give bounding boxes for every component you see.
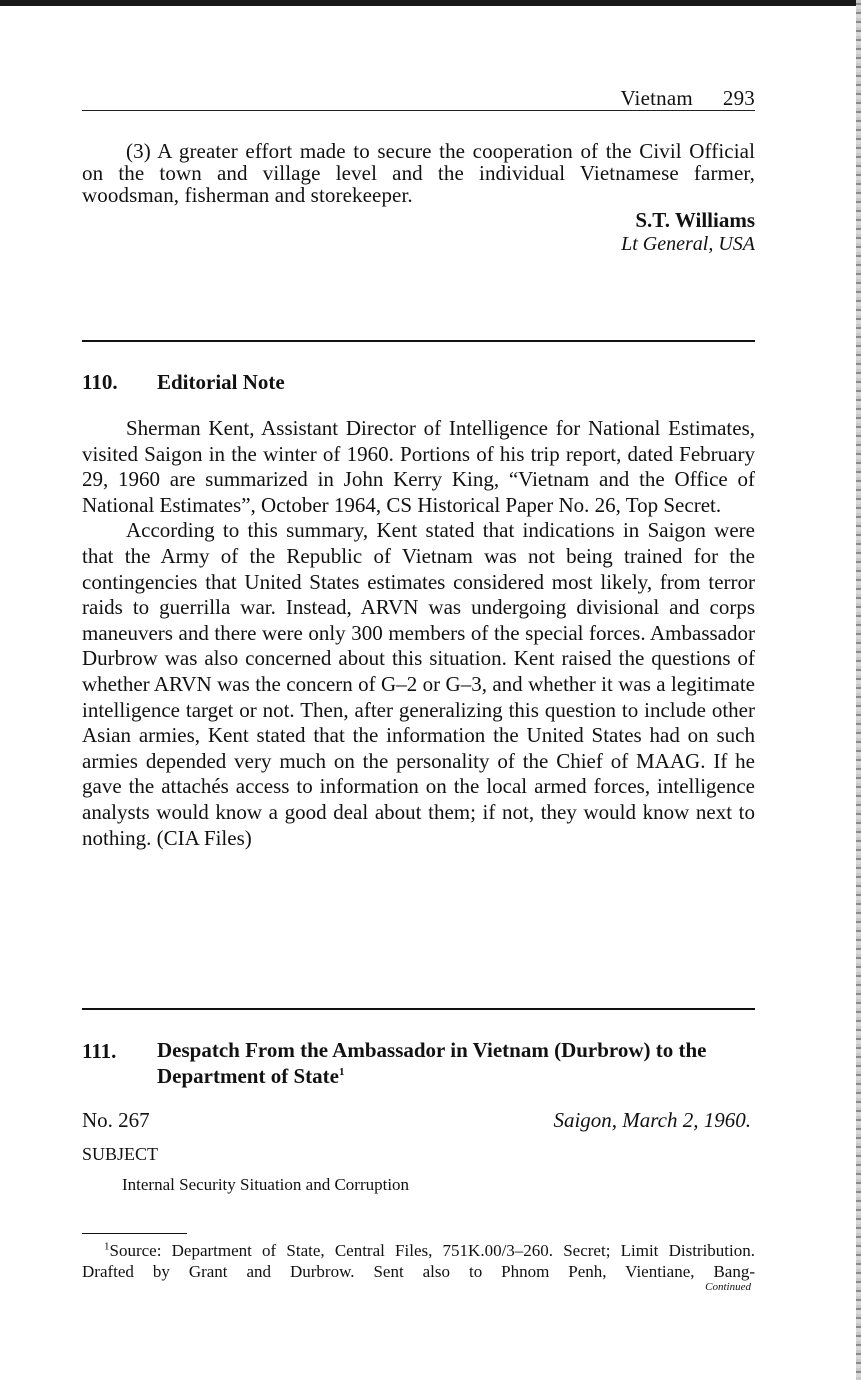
section-divider-111: [82, 1008, 755, 1010]
section-divider-110: [82, 340, 755, 342]
previous-document-paragraph: (3) A greater effort made to secure the cooperation of the Civil Official on the town and village level and the individual Vietnamese farmer, woodsman, fisherman and storekeeper.: [82, 139, 755, 207]
place-and-date: Saigon, March 2, 1960.: [553, 1108, 751, 1132]
scan-top-edge: [0, 0, 861, 6]
running-title: Vietnam: [620, 86, 693, 110]
scan-right-edge: [856, 0, 861, 1380]
footnote-marker: 1: [104, 1240, 110, 1253]
running-header: [620, 86, 755, 111]
section-110-number: 110.: [82, 370, 118, 394]
section-111-title: [157, 1037, 755, 1089]
page-number: 293: [722, 86, 755, 110]
footnote-text: Source: Department of State, Central Files, 751K.00/3–260. Secret; Limit Distribution. Drafted by Grant and Durbrow. Sent also to Phnom Penh, Vientiane, Bang-: [82, 1241, 755, 1281]
section-110-title: Editorial Note: [157, 370, 285, 394]
header-rule: [82, 110, 755, 111]
subject-text: Internal Security Situation and Corruption: [122, 1175, 410, 1194]
signature-title: Lt General, USA: [621, 233, 755, 255]
footnote-rule: [82, 1233, 187, 1234]
footnote: [82, 1240, 755, 1282]
signature-name: S.T. Williams: [635, 208, 755, 232]
editorial-note-paragraph-2: According to this summary, Kent stated that indications in Saigon were that the Army of the Republic of Vietnam was not being trained for the contingencies that United States estimates considered most likely, from terror raids to guerrilla war. Instead, ARVN was undergoing divisional and corps maneuvers and there were only 300 members of the special forces. Ambassador Durbrow was also concerned about this situation. Kent raised the questions of whether ARVN was the concern of G–2 or G–3, and whether it was a legitimate intelligence target or not. Then, after generalizing this question to include other Asian armies, Kent stated that the information the United States had on such armies depended very much on the personality of the Chief of MAAG. If he gave the attachés access to information on the local armed forces, intelligence analysts would know a good deal about them; if not, they would know next to nothing. (CIA Files): [82, 518, 755, 850]
subject-label: SUBJECT: [82, 1144, 159, 1164]
editorial-note-paragraph-1: Sherman Kent, Assistant Director of Intelligence for National Estimates, visited Saigon in the winter of 1960. Portions of his trip report, dated February 29, 1960 are summarized in John Kerry King, “Vietnam and the Office of National Estimates”, October 1964, CS Historical Paper No. 26, Top Secret.: [82, 416, 755, 517]
document-number-row: [82, 1108, 755, 1133]
editorial-note-body: [82, 416, 755, 851]
document-number: No. 267: [82, 1108, 150, 1132]
section-111-footnote-marker: 1: [338, 1066, 345, 1078]
section-111-number: 111.: [82, 1039, 117, 1063]
continued-label: Continued: [705, 1281, 751, 1293]
section-111-title-text: Despatch From the Ambassador in Vietnam (Durbrow) to the Department of State: [157, 1038, 707, 1088]
